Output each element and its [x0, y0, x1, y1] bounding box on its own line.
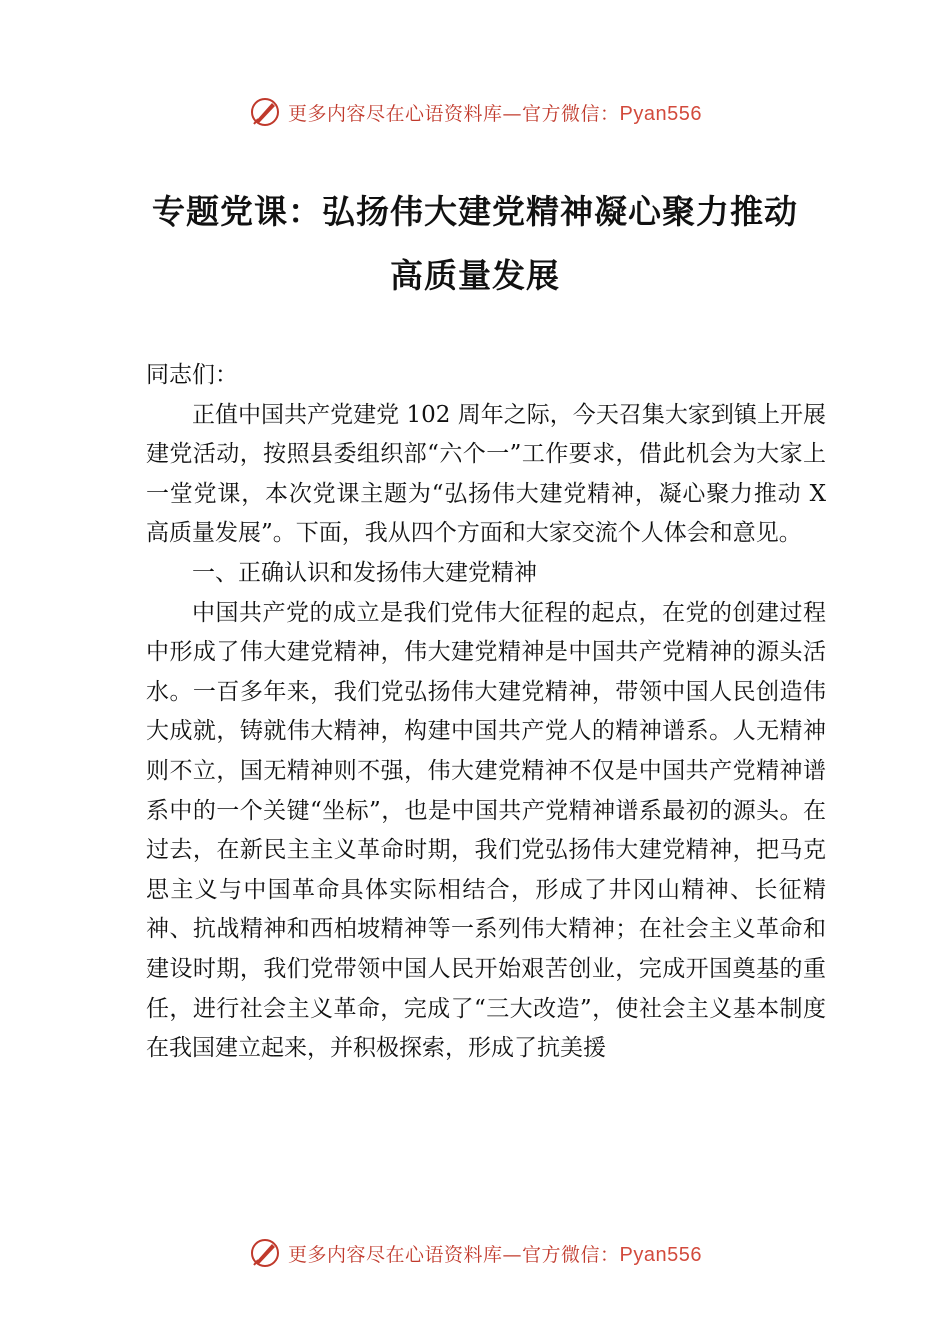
banner-wechat-handle: Pyan556 — [619, 102, 702, 125]
salutation: 同志们： — [146, 362, 238, 388]
document-body — [146, 356, 826, 1069]
banner-label: 更多内容尽在心语资料库—官方微信： — [288, 1243, 620, 1266]
banner-wechat-handle: Pyan556 — [619, 1243, 702, 1266]
header-banner — [0, 92, 950, 132]
section-heading: 一、正确认识和发扬伟大建党精神 — [192, 559, 537, 586]
paragraph-intro: 正值中国共产党建党 102 周年之际，今天召集大家到镇上开展建党活动，按照县委组织部“六个一”工作要求，借此机会为大家上一堂党课，本次党课主题为“弘扬伟大建党精神，凝心聚力推动 X 高质量发展”。下面，我从四个方面和大家交流个人体会和意见。 — [146, 401, 826, 547]
document-title: 专题党课：弘扬伟大建党精神凝心聚力推动高质量发展 — [152, 192, 798, 295]
feather-pen-icon — [248, 95, 282, 129]
paragraph-body: 中国共产党的成立是我们党伟大征程的起点，在党的创建过程中形成了伟大建党精神，伟大建党精神是中国共产党精神的源头活水。一百多年来，我们党弘扬伟大建党精神，带领中国人民创造伟大成就，铸就伟大精神，构建中国共产党人的精神谱系。人无精神则不立，国无精神则不强，伟大建党精神不仅是中国共产党精神谱系中的一个关键“坐标”，也是中国共产党精神谱系最初的源头。在过去，在新民主主义革命时期，我们党弘扬伟大建党精神，把马克思主义与中国革命具体实际相结合，形成了井冈山精神、长征精神、抗战精神和西柏坡精神等一系列伟大精神；在社会主义革命和建设时期，我们党带领中国人民开始艰苦创业，完成开国奠基的重任，进行社会主义革命，完成了“三大改造”，使社会主义基本制度在我国建立起来，并积极探索，形成了抗美援 — [146, 599, 826, 1062]
feather-pen-icon — [248, 1236, 282, 1270]
banner-label: 更多内容尽在心语资料库—官方微信： — [288, 102, 620, 125]
banner-text — [288, 99, 702, 126]
banner-text — [288, 1240, 702, 1267]
footer-banner — [0, 1233, 950, 1273]
